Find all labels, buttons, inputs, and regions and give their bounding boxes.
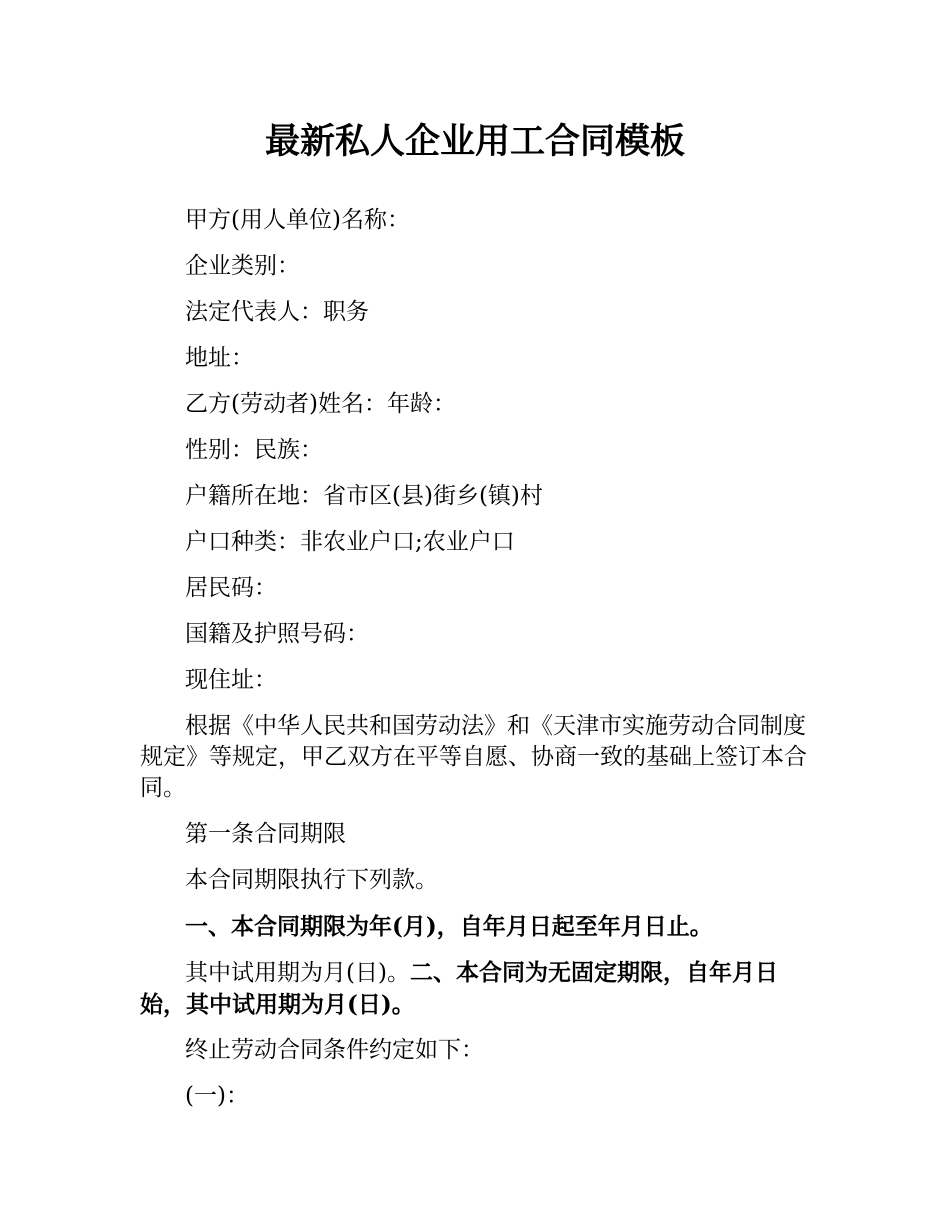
- clause-2: 二、本合同为无固定期限，自年月日始，其中试用期为月(日)。: [140, 959, 778, 1018]
- clause-1: 一、本合同期限为年(月)，自年月日起至年月日止。: [185, 913, 713, 940]
- clause-1-probation-paragraph: [140, 957, 815, 1021]
- address-field: 地址：: [185, 345, 254, 371]
- party-b-name-field: 乙方(劳动者)姓名：年龄：: [185, 391, 456, 417]
- article-1-heading: 第一条合同期限: [185, 821, 346, 847]
- passport-field: 国籍及护照号码：: [185, 621, 369, 647]
- document-title: 最新私人企业用工合同模板: [264, 122, 685, 162]
- party-a-name-field: 甲方(用人单位)名称：: [185, 207, 410, 233]
- resident-code-field: 居民码：: [185, 575, 277, 601]
- article-1-intro: 本合同期限执行下列款。: [185, 867, 438, 893]
- hukou-location-field: 户籍所在地：省市区(县)街乡(镇)村: [185, 483, 543, 509]
- termination-intro: 终止劳动合同条件约定如下：: [185, 1037, 484, 1063]
- gender-ethnicity-field: 性别：民族：: [185, 437, 323, 463]
- clause-1-probation: 其中试用期为月(日)。: [185, 960, 410, 986]
- current-address-field: 现住址：: [185, 667, 277, 693]
- enterprise-type-field: 企业类别：: [185, 253, 300, 279]
- legal-representative-field: 法定代表人：职务: [185, 299, 369, 325]
- hukou-type-field: 户口种类：非农业户口;农业户口: [185, 529, 515, 555]
- preamble-paragraph: 根据《中华人民共和国劳动法》和《天津市实施劳动合同制度规定》等规定，甲乙双方在平等自愿、协商一致的基础上签订本合同。: [140, 713, 807, 801]
- termination-item-1: (一)：: [185, 1083, 249, 1109]
